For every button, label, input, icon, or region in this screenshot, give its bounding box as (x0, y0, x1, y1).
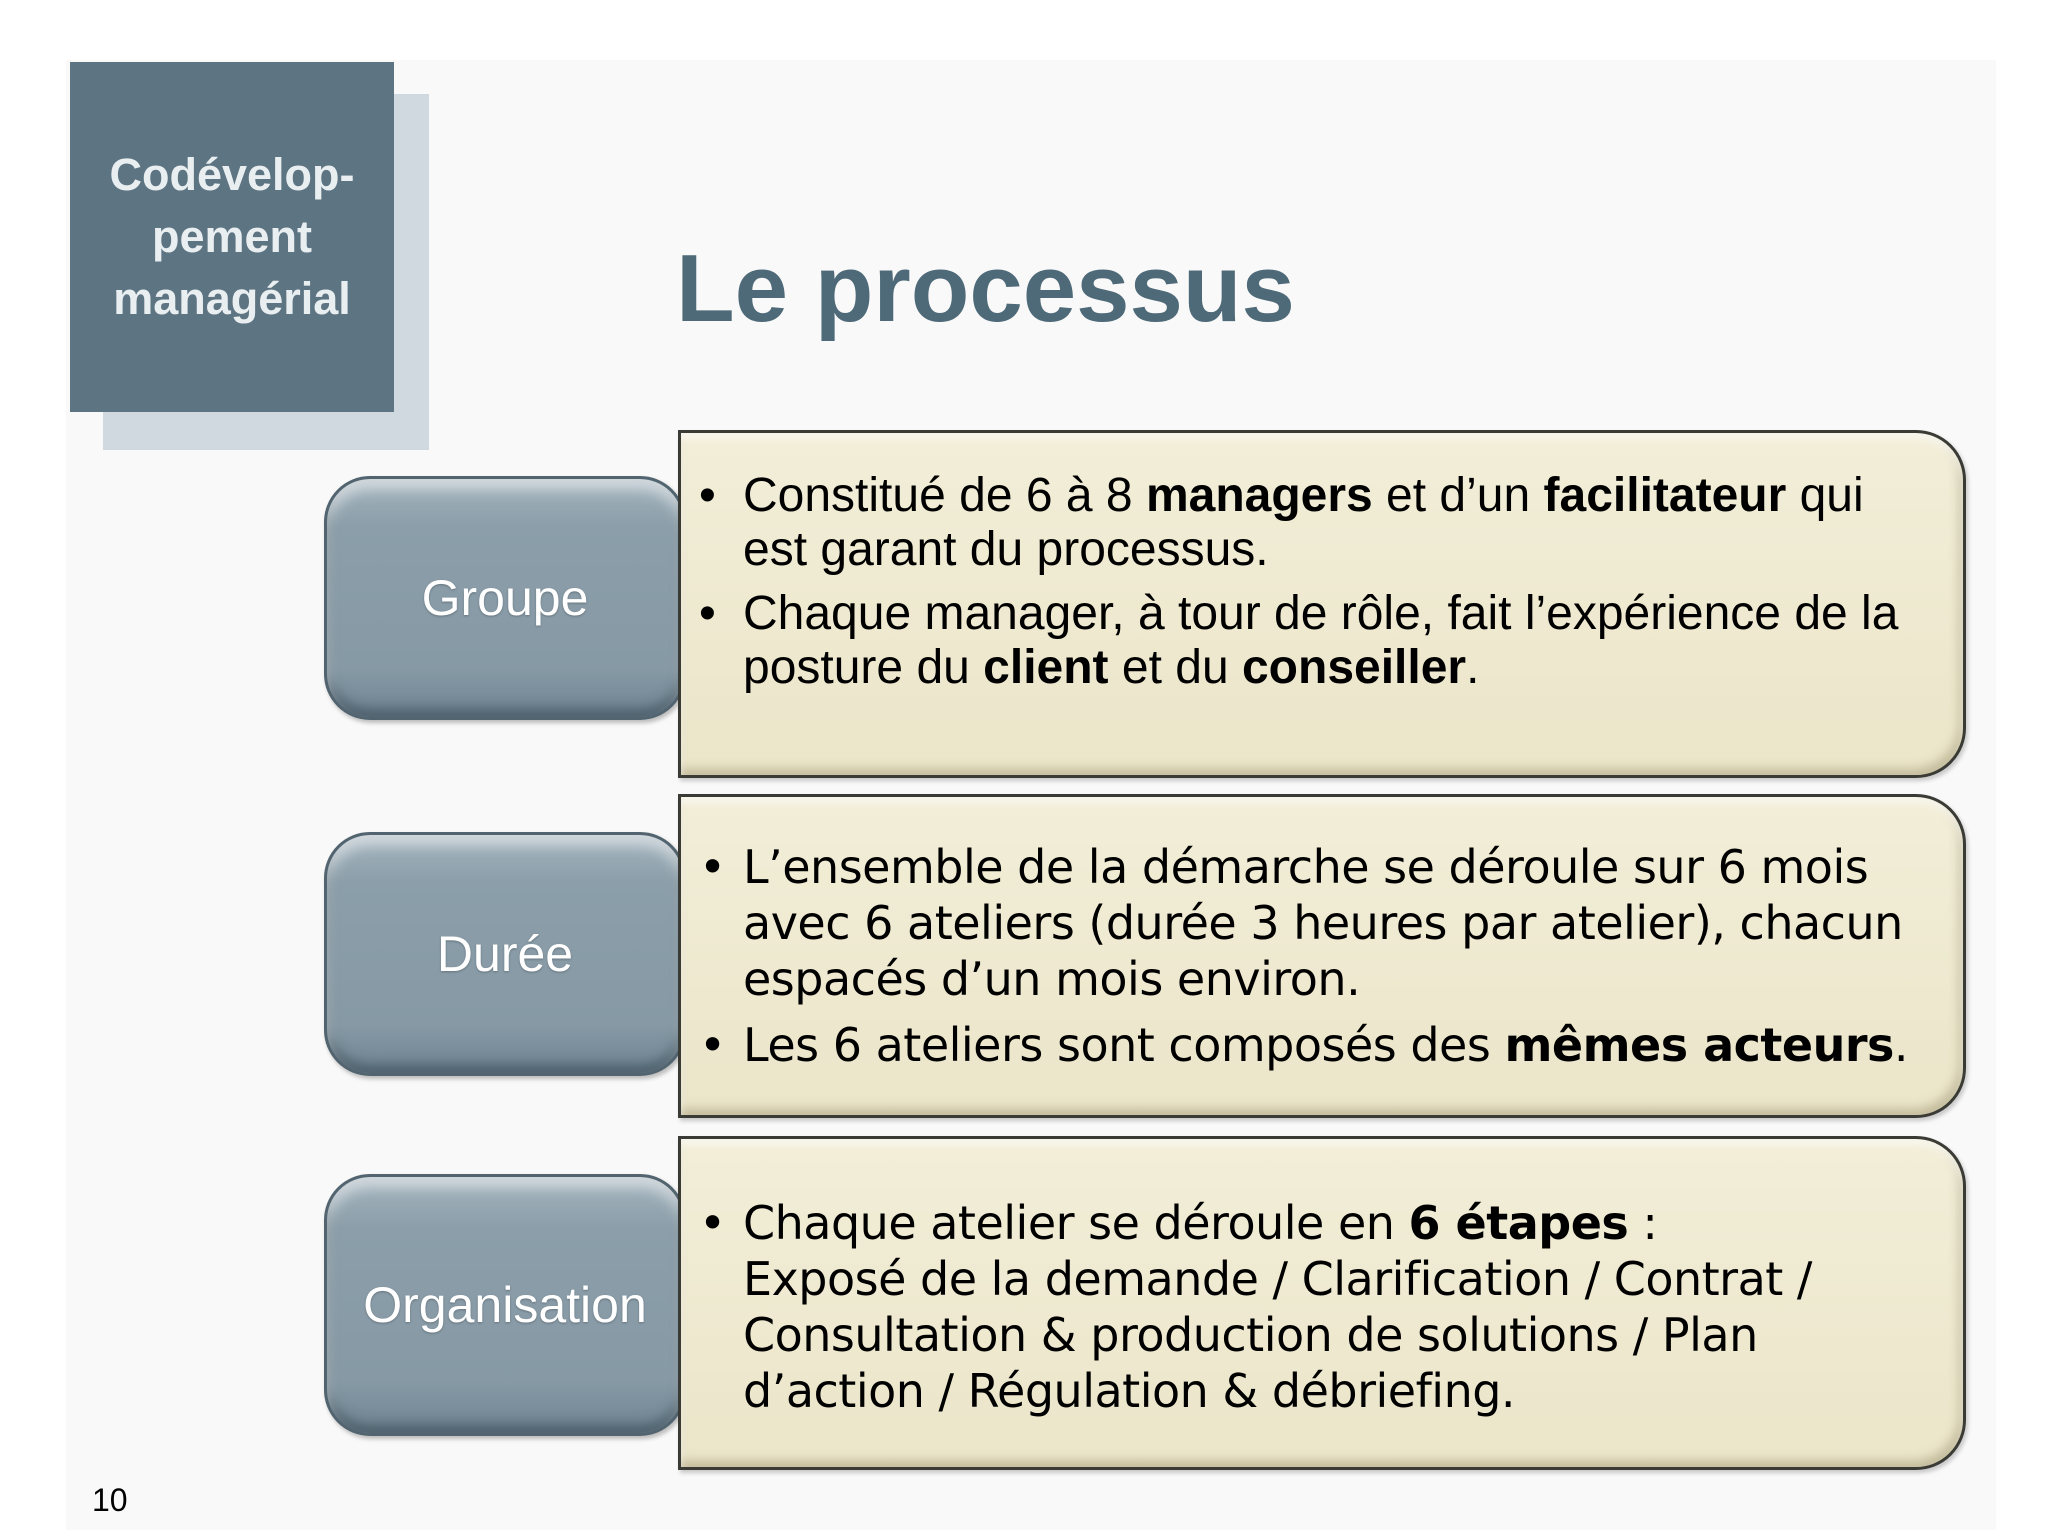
bold-text: facilitateur (1543, 469, 1787, 522)
label-box-groupe (324, 476, 686, 720)
text-run: Les 6 ateliers sont composés des (743, 1018, 1505, 1072)
bullet-list (681, 839, 1923, 1073)
bullet-dot: • (699, 1196, 726, 1250)
text-run: qui est garant du processus. (743, 469, 1864, 576)
label-text: Groupe (421, 570, 589, 626)
logo-text: Codévelop- pement managérial (109, 149, 355, 324)
bullet-item (681, 1017, 1923, 1073)
text-run: . (1466, 641, 1480, 694)
slide-title: Le processus (676, 235, 1295, 342)
bullet-item (681, 1195, 1923, 1419)
content-box-duree (678, 794, 1966, 1118)
label-box-duree (324, 832, 686, 1076)
text-run: Constitué de 6 à 8 (743, 469, 1146, 522)
text-run: et du (1108, 641, 1242, 694)
bullet-item (681, 839, 1923, 1007)
bullet-item (681, 587, 1923, 695)
bullet-item (681, 469, 1923, 577)
bullet-dot: • (699, 1018, 726, 1072)
bullet-list (681, 1195, 1923, 1419)
page-number: 10 (92, 1482, 128, 1518)
label-box-organisation (324, 1174, 686, 1436)
text-run: : Exposé de la demande / Clarification / Contrat / Consultation & production de solutions / Plan d’action / Régulation & débriefing. (743, 1196, 1812, 1418)
text-run: et d’un (1372, 469, 1544, 522)
bold-text: 6 étapes (1408, 1196, 1629, 1250)
label-text: Durée (436, 926, 574, 982)
bullet-list (681, 469, 1923, 695)
text-run: . (1893, 1018, 1909, 1072)
content-box-groupe (678, 430, 1966, 778)
bullet-dot: • (699, 469, 716, 522)
logo-box (70, 62, 394, 412)
bullet-dot: • (699, 840, 726, 894)
content-box-organisation (678, 1136, 1966, 1470)
bold-text: client (983, 641, 1109, 694)
bold-text: managers (1145, 469, 1373, 522)
bold-text: mêmes acteurs (1504, 1018, 1894, 1072)
text-run: L’ensemble de la démarche se déroule sur 6 mois avec 6 ateliers (durée 3 heures par atelier), chacun espacés d’un mois environ. (743, 840, 1903, 1006)
text-run: Chaque atelier se déroule en (743, 1196, 1409, 1250)
bold-text: conseiller (1241, 641, 1467, 694)
bullet-dot: • (699, 587, 716, 640)
text-run: Chaque manager, à tour de rôle, fait l’expérience de la posture du (743, 587, 1899, 694)
label-text: Organisation (363, 1277, 647, 1333)
